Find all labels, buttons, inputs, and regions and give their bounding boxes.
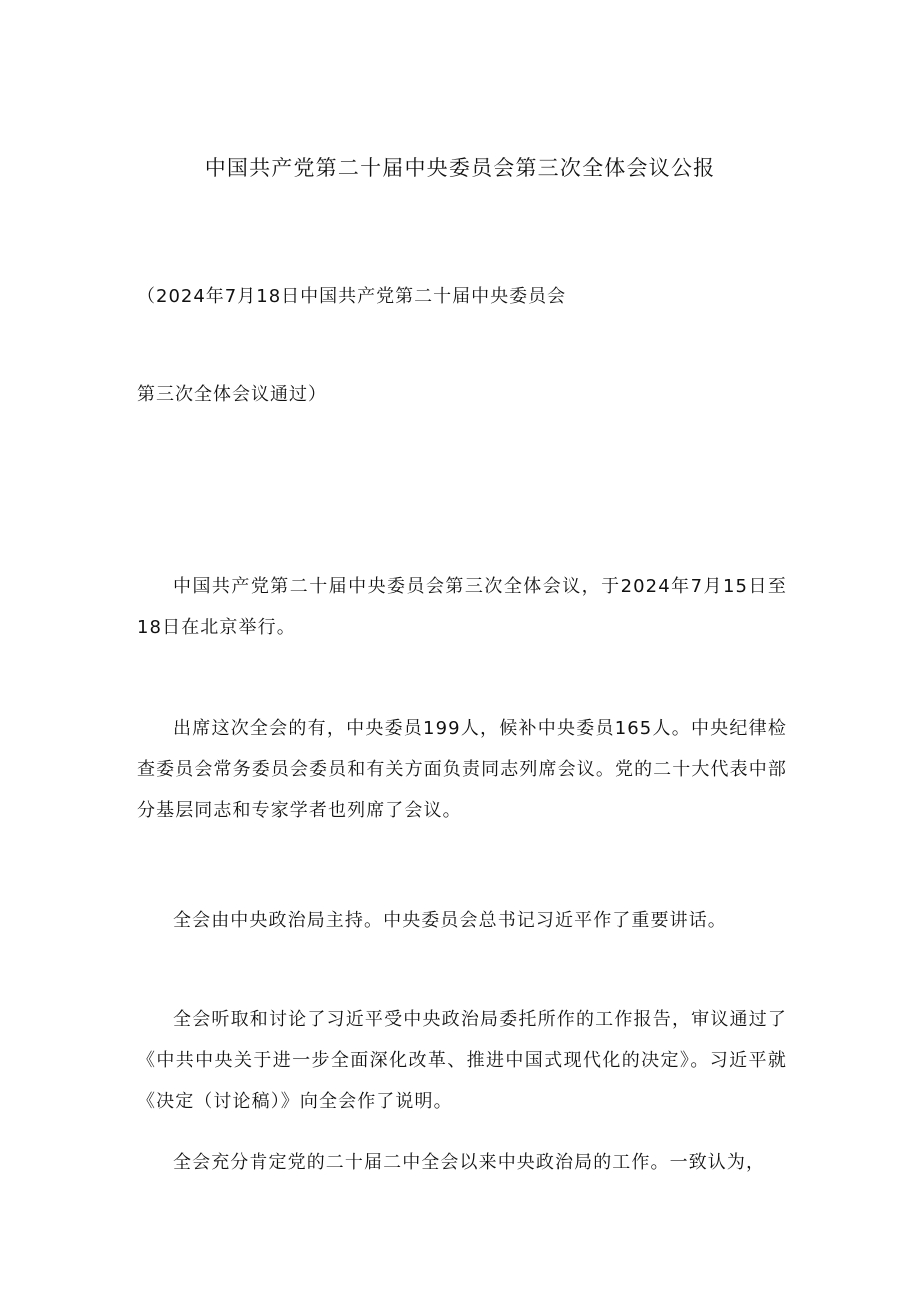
paragraph-5: 全会充分肯定党的二十届二中全会以来中央政治局的工作。一致认为， [173, 1152, 766, 1173]
paragraph-2: 出席这次全会的有，中央委员199人，候补中央委员165人。中央纪律检查委员会常务委员会委员和有关方面负责同志列席会议。党的二十大代表中部分基层同志和专家学者也列席了会议。 [137, 718, 787, 821]
document-subtitle-line-2: 第三次全体会议通过） [137, 384, 327, 405]
paragraph-1: 中国共产党第二十届中央委员会第三次全体会议，于2024年7月15日至18日在北京举行。 [137, 576, 787, 638]
document-title: 中国共产党第二十届中央委员会第三次全体会议公报 [204, 156, 716, 180]
paragraph-3: 全会由中央政治局主持。中央委员会总书记习近平作了重要讲话。 [173, 910, 727, 931]
document-subtitle-line-1: （2024年7月18日中国共产党第二十届中央委员会 [137, 286, 567, 307]
paragraph-4: 全会听取和讨论了习近平受中央政治局委托所作的工作报告，审议通过了《中共中央关于进一步全面深化改革、推进中国式现代化的决定》。习近平就《决定（讨论稿）》向全会作了说明。 [137, 1009, 787, 1112]
